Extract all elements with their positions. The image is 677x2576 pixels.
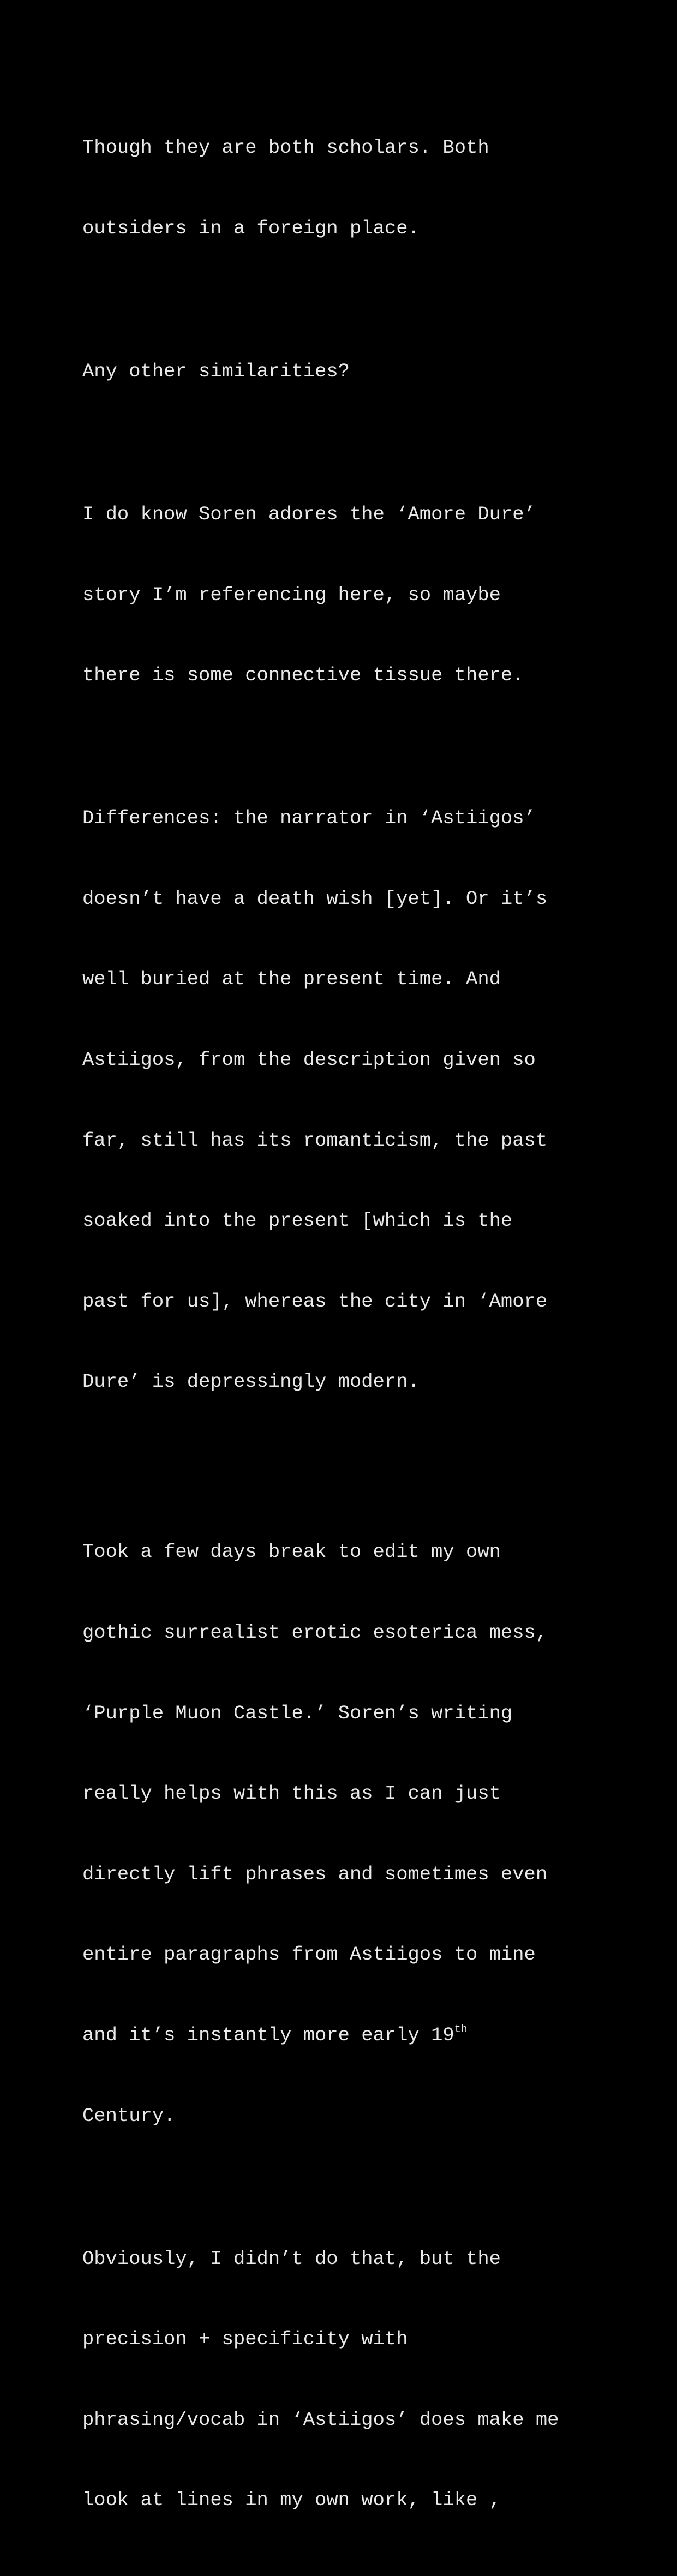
- text-line: entire paragraphs from Astiigos to mine: [82, 1943, 536, 1966]
- text-line: doesn’t have a death wish [yet]. Or it’s: [82, 887, 548, 910]
- text-line: there is some connective tissue there.: [82, 664, 524, 687]
- text-line: Obviously, I didn’t do that, but the: [82, 2247, 501, 2270]
- text-line: Dure’ is depressingly modern.: [82, 1370, 420, 1393]
- text-line: precision + specificity with: [82, 2328, 408, 2351]
- text-line: Century.: [82, 2104, 176, 2127]
- text-line: I do know Soren adores the ‘Amore Dure’: [82, 503, 536, 525]
- text-line: Any other similarities?: [82, 360, 350, 382]
- text-line: Though they are both scholars. Both: [82, 136, 489, 159]
- text-line: soaked into the present [which is the: [82, 1209, 513, 1232]
- text-line: outsiders in a foreign place.: [82, 217, 420, 239]
- text-line: phrasing/vocab in ‘Astiigos’ does make me: [82, 2408, 559, 2431]
- text-line: Took a few days break to edit my own: [82, 1541, 501, 1563]
- document-page: [82, 81, 628, 2576]
- text-line: directly lift phrases and sometimes even: [82, 1862, 548, 1885]
- paragraph-5: [82, 1485, 628, 2183]
- paragraph-6: [82, 2191, 628, 2567]
- paragraph-1: [82, 81, 628, 296]
- text-line: gothic surrealist erotic esoterica mess,: [82, 1621, 548, 1644]
- ordinal-superscript: th: [454, 2023, 468, 2036]
- paragraph-2: [82, 304, 628, 439]
- text-line: ‘Purple Muon Castle.’ Soren’s writing: [82, 1702, 513, 1724]
- text-line: Astiigos, from the description given so: [82, 1048, 536, 1071]
- text-line-main: and it’s instantly more early 19: [82, 2023, 454, 2046]
- paragraph-3: [82, 447, 628, 742]
- paragraph-4: [82, 751, 628, 1449]
- text-line: really helps with this as I can just: [82, 1782, 501, 1805]
- text-line: look at lines in my own work, like ,: [82, 2489, 501, 2512]
- text-line: past for us], whereas the city in ‘Amore: [82, 1290, 548, 1313]
- text-line: far, still has its romanticism, the past: [82, 1129, 548, 1152]
- text-line: Differences: the narrator in ‘Astiigos’: [82, 807, 536, 830]
- text-line: story I’m referencing here, so maybe: [82, 583, 501, 606]
- text-line-with-superscript: [82, 2022, 628, 2048]
- text-line: well buried at the present time. And: [82, 968, 501, 991]
